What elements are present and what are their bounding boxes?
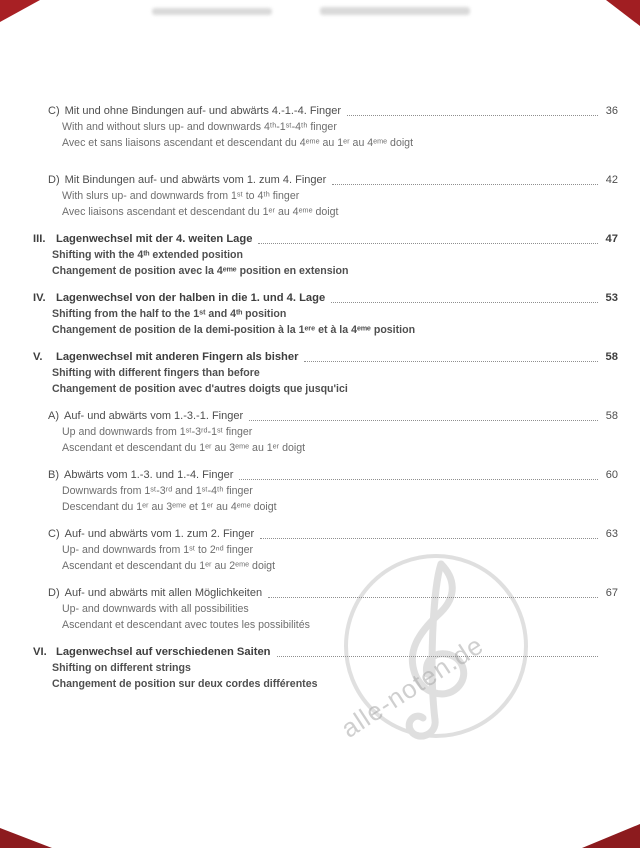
entry-page-number: 58: [605, 410, 618, 422]
entry-title-en: Shifting with the 4ᵗʰ extended position: [52, 249, 243, 261]
entry-title-en: With slurs up- and downwards from 1ˢᵗ to 4ᵗʰ finger: [62, 190, 300, 202]
entry-title-de: Auf- und abwärts vom 1. zum 2. Finger: [64, 528, 255, 540]
leader-dots: [260, 538, 598, 539]
corner-artifact-top-right: [606, 0, 640, 26]
cropped-text-remnant: [152, 8, 272, 15]
toc-entry: [33, 585, 618, 633]
entry-title-fr: Avec et sans liaisons ascendant et descendant du 4ᵉᵐᵉ au 1ᵉʳ au 4ᵉᵐᵉ doigt: [62, 137, 414, 149]
entry-title-en: Shifting with different fingers than before: [52, 367, 260, 379]
entry-page-number: 58: [605, 351, 618, 363]
entry-title-de: Lagenwechsel mit der 4. weiten Lage: [56, 233, 253, 245]
entry-title-fr: Avec liaisons ascendant et descendant du 1ᵉʳ au 4ᵉᵐᵉ doigt: [62, 206, 339, 218]
entry-title-fr: Ascendant et descendant du 1ᵉʳ au 2ᵉᵐᵉ doigt: [62, 560, 276, 572]
entry-title-de: Lagenwechsel von der halben in die 1. und 4. Lage: [56, 292, 326, 304]
entry-page-number: 67: [605, 587, 618, 599]
entry-title-en: Up- and downwards with all possibilities: [62, 603, 249, 615]
toc-entry: [33, 290, 618, 338]
table-of-contents: [0, 103, 640, 703]
entry-title-fr: Changement de position avec d'autres doigts que jusqu'ici: [52, 383, 348, 395]
leader-dots: [277, 656, 598, 657]
entry-label: B): [48, 469, 59, 481]
cropped-text-remnant: [320, 7, 470, 15]
toc-entry: [33, 408, 618, 456]
entry-label: A): [48, 410, 59, 422]
entry-page-number: 63: [605, 528, 618, 540]
toc-entry: [33, 231, 618, 279]
corner-artifact-bottom-left: [0, 828, 52, 848]
entry-title-de: Lagenwechsel mit anderen Fingern als bisher: [56, 351, 299, 363]
entry-label: C): [48, 105, 60, 117]
entry-title-de: Mit und ohne Bindungen auf- und abwärts 4.-1.-4. Finger: [64, 105, 342, 117]
leader-dots: [332, 184, 598, 185]
entry-title-en: Shifting from the half to the 1ˢᵗ and 4ᵗʰ position: [52, 308, 287, 320]
entry-title-en: Shifting on different strings: [52, 662, 191, 674]
entry-title-en: With and without slurs up- and downwards 4ᵗʰ-1ˢᵗ-4ᵗʰ finger: [62, 121, 337, 133]
entry-title-de: Lagenwechsel auf verschiedenen Saiten: [56, 646, 271, 658]
entry-title-de: Mit Bindungen auf- und abwärts vom 1. zum 4. Finger: [64, 174, 327, 186]
toc-entry: [33, 526, 618, 574]
leader-dots: [347, 115, 598, 116]
leader-dots: [249, 420, 598, 421]
entry-title-de: Auf- und abwärts vom 1.-3.-1. Finger: [64, 410, 244, 422]
entry-label: III.: [33, 233, 46, 245]
entry-page-number: 53: [605, 292, 618, 304]
entry-title-de: Auf- und abwärts mit allen Möglichkeiten: [64, 587, 263, 599]
entry-page-number: 47: [605, 233, 618, 245]
entry-title-en: Downwards from 1ˢᵗ-3ʳᵈ and 1ˢᵗ-4ᵗʰ finger: [62, 485, 253, 497]
entry-title-fr: Changement de position sur deux cordes différentes: [52, 678, 318, 690]
leader-dots: [331, 302, 598, 303]
toc-entry: [33, 103, 618, 151]
entry-title-de: Abwärts vom 1.-3. und 1.-4. Finger: [64, 469, 234, 481]
entry-title-fr: Descendant du 1ᵉʳ au 3ᵉᵐᵉ et 1ᵉʳ au 4ᵉᵐᵉ doigt: [62, 501, 277, 513]
entry-label: C): [48, 528, 60, 540]
leader-dots: [304, 361, 598, 362]
toc-entry: [33, 349, 618, 397]
toc-entry: [33, 172, 618, 220]
leader-dots: [268, 597, 598, 598]
entry-title-fr: Changement de position de la demi-position à la 1ᵉʳᵉ et à la 4ᵉᵐᵉ position: [52, 324, 416, 336]
entry-title-fr: Changement de position avec la 4ᵉᵐᵉ position en extension: [52, 265, 349, 277]
corner-artifact-top-left: [0, 0, 40, 22]
entry-label: VI.: [33, 646, 47, 658]
entry-page-number: 42: [605, 174, 618, 186]
entry-title-fr: Ascendant et descendant du 1ᵉʳ au 3ᵉᵐᵉ au 1ᵉʳ doigt: [62, 442, 306, 454]
entry-label: D): [48, 587, 60, 599]
entry-label: V.: [33, 351, 43, 363]
toc-entry: [33, 644, 618, 692]
watermark-text: alle-noten.de: [335, 629, 489, 744]
leader-dots: [258, 243, 598, 244]
entry-page-number: 60: [605, 469, 618, 481]
toc-entry: [33, 467, 618, 515]
entry-title-en: Up and downwards from 1ˢᵗ-3ʳᵈ-1ˢᵗ finger: [62, 426, 253, 438]
entry-title-en: Up- and downwards from 1ˢᵗ to 2ⁿᵈ finger: [62, 544, 254, 556]
entry-label: D): [48, 174, 60, 186]
entry-title-fr: Ascendant et descendant avec toutes les possibilités: [62, 619, 310, 631]
leader-dots: [239, 479, 598, 480]
entry-label: IV.: [33, 292, 46, 304]
entry-page-number: 36: [605, 105, 618, 117]
corner-artifact-bottom-right: [582, 824, 640, 848]
